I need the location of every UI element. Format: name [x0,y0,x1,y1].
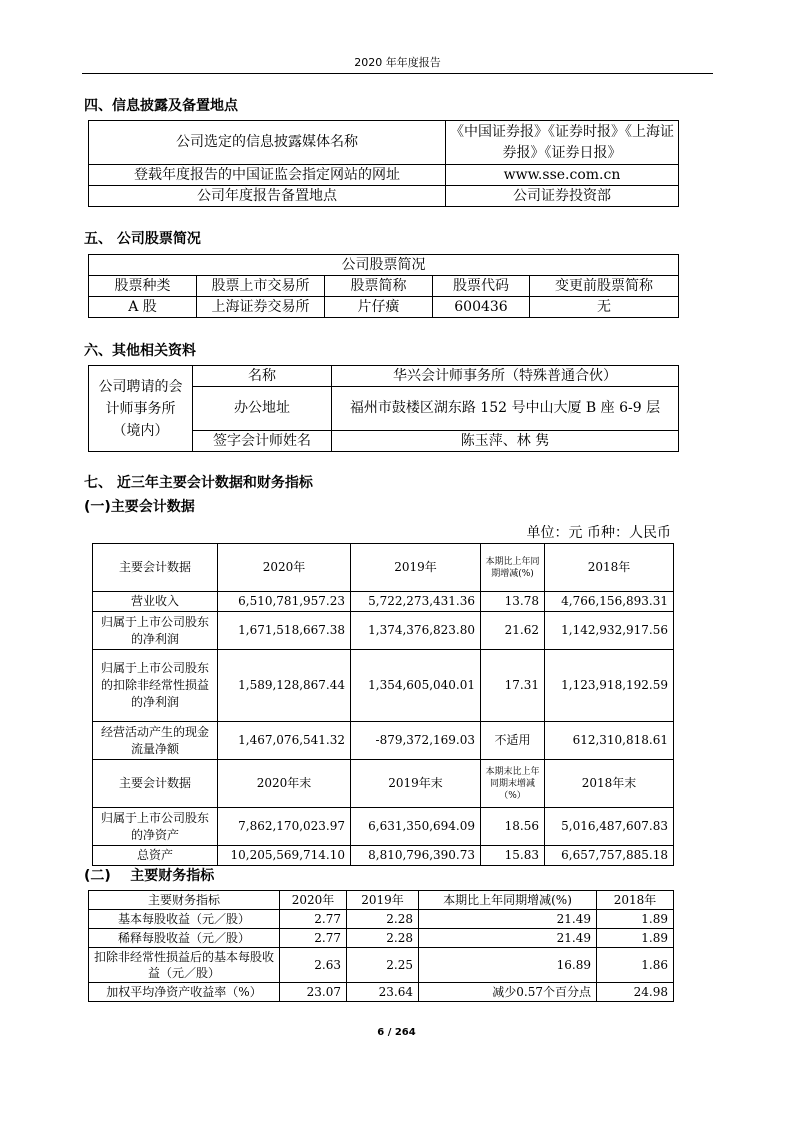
table-row [93,544,674,592]
cell: 23.64 [347,983,419,1002]
cell: 23.07 [280,983,347,1002]
sub2-heading: (二) 主要财务指标 [84,868,215,884]
cell: 10,205,569,714.10 [218,846,351,866]
section6-heading: 六、其他相关资料 [84,343,196,359]
table-row [89,948,674,983]
cell: 主要会计数据 [93,544,218,592]
cell: 1,374,376,823.80 [351,612,481,650]
cell: 2019年 [347,891,419,910]
section5-heading: 五、 公司股票简况 [84,231,201,247]
sub1-heading: (一)主要会计数据 [84,499,195,515]
cell: 2018年末 [545,760,674,808]
table-row [89,255,679,276]
cell: 17.31 [481,650,545,722]
cell: 1,354,605,040.01 [351,650,481,722]
cell: 本期比上年同期增减(%) [419,891,597,910]
cell: 扣除非经常性损益后的基本每股收益（元／股） [89,948,280,983]
accountant-table [88,365,679,452]
cell: 名称 [193,366,332,387]
cell: 基本每股收益（元／股） [89,910,280,929]
stock-table-caption: 公司股票简况 [89,255,679,276]
cell: 18.56 [481,808,545,846]
cell: 2020年 [280,891,347,910]
cell: 片仔癀 [325,297,433,318]
table-row [89,366,679,387]
section7-heading: 七、 近三年主要会计数据和财务指标 [84,475,313,491]
cell: 1,142,932,917.56 [545,612,674,650]
cell: -879,372,169.03 [351,722,481,760]
cell: 2.28 [347,910,419,929]
table-row [89,165,679,186]
financial-indicators-table [88,890,674,1002]
cell: 登载年度报告的中国证监会指定网站的网址 [89,165,446,186]
cell: 股票代码 [433,276,530,297]
cell: 股票种类 [89,276,197,297]
table-row [89,891,674,910]
cell: 股票上市交易所 [197,276,325,297]
unit-line: 单位：元 币种：人民币 [526,525,671,541]
cell: A 股 [89,297,197,318]
cell: 2020年 [218,544,351,592]
cell: 4,766,156,893.31 [545,592,674,612]
cell: 8,810,796,390.73 [351,846,481,866]
table-row [93,650,674,722]
accounting-data-table [92,543,674,866]
cell: 2.63 [280,948,347,983]
table-row [89,276,679,297]
cell: 公司年度报告备置地点 [89,186,446,207]
cell: 1,123,918,192.59 [545,650,674,722]
cell: 归属于上市公司股东的净利润 [93,612,218,650]
cell: 变更前股票简称 [530,276,679,297]
page-header: 2020 年年度报告 [354,56,441,69]
cell: 主要财务指标 [89,891,280,910]
cell: 签字会计师姓名 [193,431,332,452]
table-row [89,297,679,318]
cell: 减少0.57个百分点 [419,983,597,1002]
cell: 办公地址 [193,387,332,431]
cell: www.sse.com.cn [446,165,679,186]
cell: 1,467,076,541.32 [218,722,351,760]
cell: 稀释每股收益（元／股） [89,929,280,948]
cell: 16.89 [419,948,597,983]
cell: 1.89 [597,910,674,929]
cell: 归属于上市公司股东的净资产 [93,808,218,846]
cell: 经营活动产生的现金流量净额 [93,722,218,760]
stock-table [88,254,679,318]
cell: 612,310,818.61 [545,722,674,760]
cell: 21.49 [419,929,597,948]
disclosure-table [88,120,679,207]
cell: 2018年 [597,891,674,910]
header-rule [82,73,713,74]
cell: 6,510,781,957.23 [218,592,351,612]
table-row [93,592,674,612]
cell: 本期比上年同期增减(%) [481,544,545,592]
cell: 1.86 [597,948,674,983]
cell: 2019年 [351,544,481,592]
cell: 公司聘请的会计师事务所（境内） [89,366,193,452]
cell: 2.28 [347,929,419,948]
cell: 营业收入 [93,592,218,612]
table-row [93,760,674,808]
cell: 公司选定的信息披露媒体名称 [89,121,446,165]
cell: 2.25 [347,948,419,983]
cell: 不适用 [481,722,545,760]
page-number: 6 / 264 [377,1027,416,1038]
cell: 5,016,487,607.83 [545,808,674,846]
cell: 13.78 [481,592,545,612]
cell: 陈玉萍、林 隽 [332,431,679,452]
cell: 5,722,273,431.36 [351,592,481,612]
table-row [93,722,674,760]
cell: 公司证券投资部 [446,186,679,207]
cell: 21.49 [419,910,597,929]
cell: 《中国证券报》《证券时报》《上海证券报》《证券日报》 [446,121,679,165]
cell: 2020年末 [218,760,351,808]
cell: 6,631,350,694.09 [351,808,481,846]
table-row [93,612,674,650]
cell: 上海证券交易所 [197,297,325,318]
cell: 无 [530,297,679,318]
table-row [89,929,674,948]
cell: 2.77 [280,910,347,929]
cell: 2019年末 [351,760,481,808]
table-row [93,846,674,866]
table-row [89,186,679,207]
cell: 6,657,757,885.18 [545,846,674,866]
cell: 福州市鼓楼区湖东路 152 号中山大厦 B 座 6-9 层 [332,387,679,431]
cell: 2.77 [280,929,347,948]
cell: 1,589,128,867.44 [218,650,351,722]
cell: 股票简称 [325,276,433,297]
table-row [93,808,674,846]
cell: 主要会计数据 [93,760,218,808]
cell: 1,671,518,667.38 [218,612,351,650]
cell: 总资产 [93,846,218,866]
table-row [89,983,674,1002]
cell: 加权平均净资产收益率（%） [89,983,280,1002]
cell: 归属于上市公司股东的扣除非经常性损益的净利润 [93,650,218,722]
cell: 15.83 [481,846,545,866]
cell: 华兴会计师事务所（特殊普通合伙） [332,366,679,387]
section4-heading: 四、信息披露及备置地点 [84,98,238,114]
cell: 本期末比上年同期末增减（%） [481,760,545,808]
cell: 24.98 [597,983,674,1002]
cell: 21.62 [481,612,545,650]
table-row [89,121,679,165]
cell: 7,862,170,023.97 [218,808,351,846]
cell: 1.89 [597,929,674,948]
cell: 600436 [433,297,530,318]
table-row [89,910,674,929]
cell: 2018年 [545,544,674,592]
